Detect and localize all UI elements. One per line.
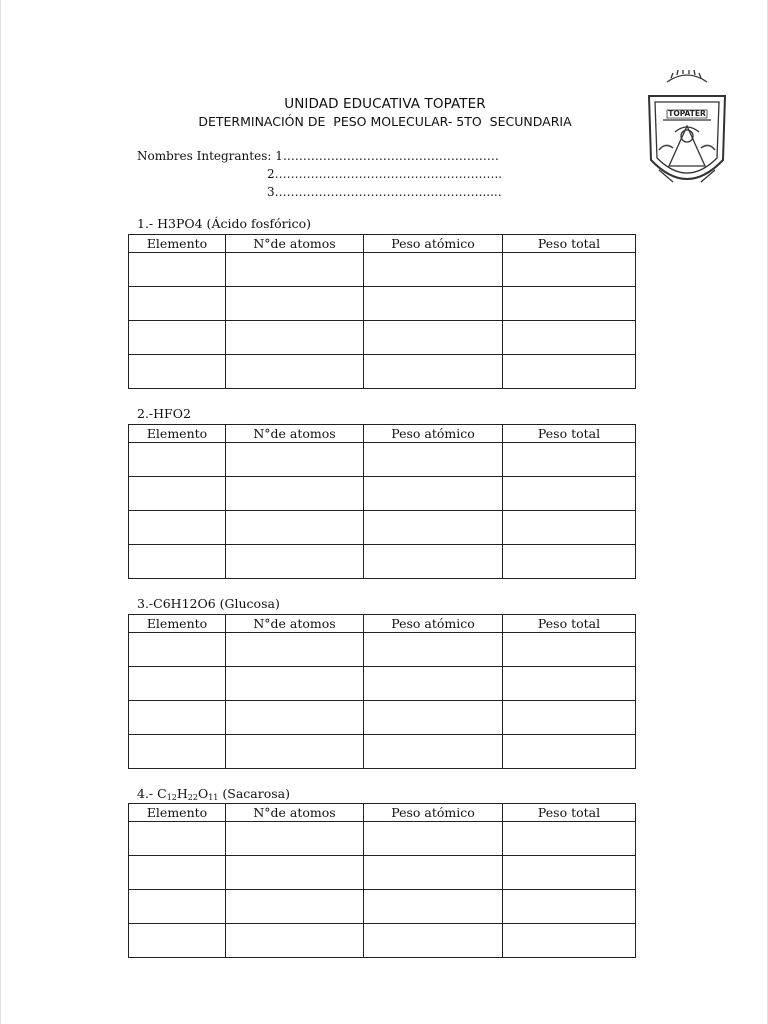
- column-header-elemento: Elemento: [129, 425, 226, 443]
- table-cell[interactable]: [503, 287, 636, 321]
- table-cell[interactable]: [503, 735, 636, 769]
- table-cell[interactable]: [364, 545, 503, 579]
- table-row: [129, 735, 636, 769]
- exercise-3-title: 3.-C6H12O6 (Glucosa): [137, 596, 280, 611]
- table-cell[interactable]: [503, 701, 636, 735]
- column-header-atomos: N°de atomos: [226, 804, 364, 822]
- table-cell[interactable]: [364, 511, 503, 545]
- table-cell[interactable]: [364, 822, 503, 856]
- table-cell[interactable]: [364, 253, 503, 287]
- table-cell[interactable]: [226, 443, 364, 477]
- table-cell[interactable]: [129, 856, 226, 890]
- table-cell[interactable]: [226, 287, 364, 321]
- table-cell[interactable]: [364, 443, 503, 477]
- table-cell[interactable]: [364, 667, 503, 701]
- table-cell[interactable]: [226, 633, 364, 667]
- table-header-row: [129, 804, 636, 822]
- table-cell[interactable]: [364, 856, 503, 890]
- column-header-peso-atomico: Peso atómico: [364, 804, 503, 822]
- table-header-row: [129, 235, 636, 253]
- exercise-4-table: [128, 803, 636, 958]
- table-row: [129, 822, 636, 856]
- column-header-peso-atomico: Peso atómico: [364, 235, 503, 253]
- exercise-2-table: [128, 424, 636, 579]
- table-cell[interactable]: [129, 890, 226, 924]
- table-cell[interactable]: [503, 822, 636, 856]
- table-cell[interactable]: [226, 890, 364, 924]
- table-cell[interactable]: [129, 321, 226, 355]
- table-cell[interactable]: [129, 287, 226, 321]
- exercise-4-title: 4.- $C_{12}H_{22}O_{11}$ (Sacarosa): [137, 786, 290, 802]
- table-cell[interactable]: [503, 253, 636, 287]
- table-cell[interactable]: [503, 355, 636, 389]
- table-row: [129, 701, 636, 735]
- table-header-row: [129, 425, 636, 443]
- table-row: [129, 321, 636, 355]
- table-cell[interactable]: [226, 477, 364, 511]
- column-header-peso-total: Peso total: [503, 615, 636, 633]
- table-cell[interactable]: [503, 477, 636, 511]
- exercise-1-title: 1.- H3PO4 (Ácido fosfórico): [137, 216, 312, 231]
- table-cell[interactable]: [129, 443, 226, 477]
- column-header-atomos: N°de atomos: [226, 235, 364, 253]
- table-cell[interactable]: [226, 511, 364, 545]
- column-header-elemento: Elemento: [129, 615, 226, 633]
- table-cell[interactable]: [129, 701, 226, 735]
- table-cell[interactable]: [503, 443, 636, 477]
- column-header-peso-total: Peso total: [503, 425, 636, 443]
- member-line-1[interactable]: 1………………………………………………: [275, 149, 499, 163]
- table-row: [129, 253, 636, 287]
- table-cell[interactable]: [226, 253, 364, 287]
- table-cell[interactable]: [364, 890, 503, 924]
- worksheet-subtitle: DETERMINACIÓN DE PESO MOLECULAR- 5TO SECUNDARIA: [198, 114, 572, 129]
- table-cell[interactable]: [503, 667, 636, 701]
- table-cell[interactable]: [364, 924, 503, 958]
- table-cell[interactable]: [503, 890, 636, 924]
- table-row: [129, 633, 636, 667]
- column-header-elemento: Elemento: [129, 235, 226, 253]
- table-row: [129, 477, 636, 511]
- column-header-peso-atomico: Peso atómico: [364, 615, 503, 633]
- table-cell[interactable]: [503, 321, 636, 355]
- column-header-peso-total: Peso total: [503, 804, 636, 822]
- column-header-peso-total: Peso total: [503, 235, 636, 253]
- column-header-atomos: N°de atomos: [226, 425, 364, 443]
- table-cell[interactable]: [129, 822, 226, 856]
- table-cell[interactable]: [226, 924, 364, 958]
- table-cell[interactable]: [503, 633, 636, 667]
- table-row: [129, 545, 636, 579]
- members-label: Nombres Integrantes:: [137, 149, 276, 163]
- member-line-2[interactable]: 2…………………………………………….…..: [267, 167, 503, 181]
- table-cell[interactable]: [364, 701, 503, 735]
- table-cell[interactable]: [364, 735, 503, 769]
- group-members-block: [137, 147, 502, 201]
- table-row: [129, 355, 636, 389]
- table-cell[interactable]: [129, 511, 226, 545]
- column-header-atomos: N°de atomos: [226, 615, 364, 633]
- member-line-3[interactable]: 3……………………………………………......: [267, 185, 502, 199]
- exercise-1-table: [128, 234, 636, 389]
- table-cell[interactable]: [226, 856, 364, 890]
- table-cell[interactable]: [226, 355, 364, 389]
- table-cell[interactable]: [129, 253, 226, 287]
- table-cell[interactable]: [129, 477, 226, 511]
- table-cell[interactable]: [364, 633, 503, 667]
- table-cell[interactable]: [503, 511, 636, 545]
- column-header-elemento: Elemento: [129, 804, 226, 822]
- table-cell[interactable]: [364, 477, 503, 511]
- table-cell[interactable]: [503, 545, 636, 579]
- table-row: [129, 856, 636, 890]
- school-crest-logo: [645, 70, 729, 196]
- table-cell[interactable]: [129, 735, 226, 769]
- table-row: [129, 667, 636, 701]
- table-cell[interactable]: [129, 545, 226, 579]
- table-row: [129, 511, 636, 545]
- table-cell[interactable]: [364, 287, 503, 321]
- table-cell[interactable]: [364, 321, 503, 355]
- table-row: [129, 443, 636, 477]
- table-cell[interactable]: [226, 667, 364, 701]
- exercise-3-table: [128, 614, 636, 769]
- table-cell[interactable]: [129, 355, 226, 389]
- table-cell[interactable]: [364, 355, 503, 389]
- table-row: [129, 924, 636, 958]
- table-header-row: [129, 615, 636, 633]
- table-cell[interactable]: [503, 924, 636, 958]
- table-cell[interactable]: [226, 735, 364, 769]
- table-cell[interactable]: [226, 545, 364, 579]
- school-title: UNIDAD EDUCATIVA TOPATER: [284, 96, 486, 112]
- column-header-peso-atomico: Peso atómico: [364, 425, 503, 443]
- table-cell[interactable]: [503, 856, 636, 890]
- exercise-2-title: 2.-HFO2: [137, 406, 191, 421]
- logo-text: TOPATER: [668, 109, 706, 118]
- table-cell[interactable]: [226, 321, 364, 355]
- table-cell[interactable]: [226, 822, 364, 856]
- table-row: [129, 890, 636, 924]
- table-row: [129, 287, 636, 321]
- table-cell[interactable]: [129, 633, 226, 667]
- table-cell[interactable]: [129, 924, 226, 958]
- table-cell[interactable]: [226, 701, 364, 735]
- table-cell[interactable]: [129, 667, 226, 701]
